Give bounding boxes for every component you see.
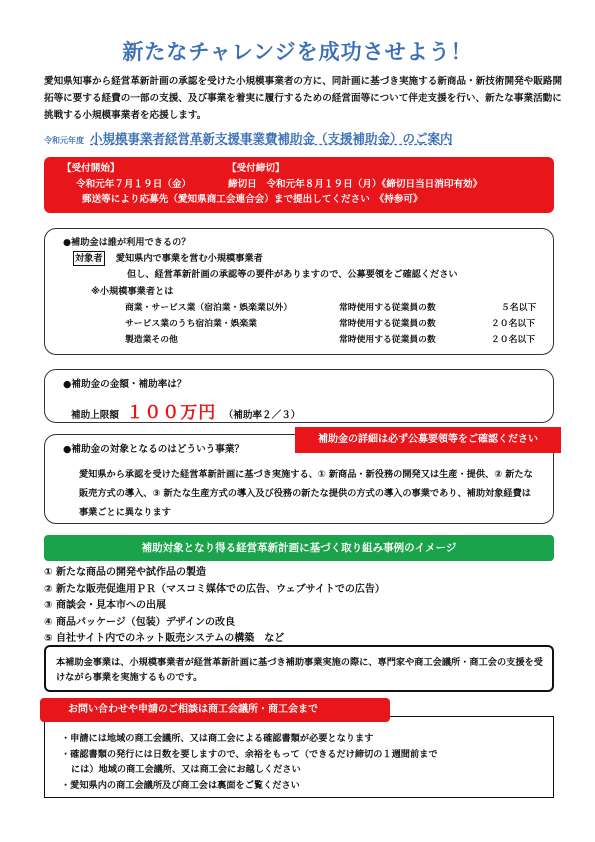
contact-item: ・申請には地域の商工会議所、又は商工会による確認書類が必要となります — [61, 733, 374, 744]
small-business-note: ※小規模事業者とは — [91, 285, 174, 297]
eligibility-panel — [44, 228, 554, 355]
limit-label: 補助上限額 — [71, 410, 119, 421]
subsidy-rate: （補助率２／３） — [223, 410, 301, 421]
limit-cell: ２０名以下 — [491, 334, 535, 345]
list-item: ② 新たな販売促進用ＰＲ（マスコミ媒体での広告、ウェブサイトでの広告） — [44, 583, 385, 595]
table-row — [125, 332, 536, 348]
page-title: 新たなチャレンジを成功させよう！ — [122, 40, 473, 64]
contact-heading: お問い合わせや申請のご相談は商工会議所・商工会まで — [40, 698, 390, 722]
employee-label-cell: 常時使用する従業員の数 — [339, 318, 436, 329]
amount-heading: ●補助金の金額・補助率は？ — [63, 379, 187, 390]
table-row — [125, 316, 536, 332]
list-item: ③ 商談会・見本市への出展 — [44, 600, 166, 611]
limit-cell: ２０名以下 — [491, 318, 535, 329]
amount-panel — [44, 369, 554, 423]
program-name: 小規模事業者経営革新支援事業費補助金（支援補助金）のご案内 — [90, 131, 453, 146]
table-row — [125, 300, 536, 316]
contact-item: ・愛知県内の商工会議所及び商工会は裏面をご覧ください — [61, 779, 300, 791]
list-item: ④ 商品パッケージ（包装）デザインの改良 — [44, 616, 236, 628]
end-date: 締切日 令和元年８月１９日（月）《締切日当日消印有効》 — [228, 178, 483, 190]
intro-paragraph: 愛知県知事から経営革新計画の承認を受けた小規模事業者の方に、同計画に基づき実施する新商品・新技術開発や販路開拓等に要する経費の一部の支援、及び事業を着実に履行するための経営面等について伴走支援を行い、新たな事業活動に挑戦する小規模事業者を応援します。 — [44, 76, 563, 121]
examples-heading: 補助対象となり得る経営革新計画に基づく取り組み事例のイメージ — [44, 535, 554, 561]
start-date: 令和元年７月１９日（金） — [76, 178, 192, 190]
submit-note: 郵送等により応募先（愛知県商工会連合会）まで提出してください 《持参可》 — [82, 194, 423, 205]
program-heading — [44, 128, 564, 147]
program-era: 令和元年度 — [44, 136, 84, 145]
amount-value: １００万円 — [126, 403, 217, 423]
list-item: ① 新たな商品の開発や試作品の製造 — [44, 567, 206, 578]
eligible-text: 愛知県から承認を受けた経営革新計画に基づき実施する、① 新商品・新役務の開発又は生産・提供、② 新たな販売方式の導入、③ 新たな生産方式の導入及び役務の新たな提供の方式の導入の事業であり、補助対象経費は事業ごとに異なります — [79, 469, 533, 518]
employee-label-cell: 常時使用する従業員の数 — [339, 334, 436, 345]
contact-item: には）地域の商工会議所、又は商工会にお越しください — [71, 764, 301, 775]
schedule-box — [44, 157, 554, 213]
program-description: 本補助金事業は、小規模事業者が経営革新計画に基づき補助事業実施の際に、専門家や商工会議所・商工会の支援を受けながら事業を実施するものです。 — [44, 645, 554, 692]
employee-table — [125, 300, 536, 348]
limit-cell: ５名以下 — [501, 302, 537, 313]
industry-cell: 製造業その他 — [125, 334, 178, 345]
who-heading: ●補助金は誰が利用できるの？ — [63, 237, 191, 248]
industry-cell: サービス業のうち宿泊業・娯楽業 — [125, 318, 257, 329]
end-label: 【受付締切】 — [227, 163, 285, 174]
start-label: 【受付開始】 — [62, 163, 120, 174]
guideline-notice: 補助金の詳細は必ず公募要領等をご確認ください — [295, 427, 561, 453]
target-text: 愛知県内で事業を営む小規模事業者 — [115, 253, 263, 265]
examples-list — [44, 565, 554, 648]
eligible-heading: ●補助金の対象となるのはどういう事業？ — [63, 444, 245, 455]
contact-box — [44, 716, 554, 798]
condition-text: 但し、経営革新計画の承認等の要件がありますので、公募要領をご確認ください — [127, 269, 458, 281]
employee-label-cell: 常時使用する従業員の数 — [339, 302, 436, 313]
industry-cell: 商業・サービス業（宿泊業・娯楽業以外） — [125, 302, 293, 313]
list-item: ⑤ 自社サイト内でのネット販売システムの構築 など — [44, 633, 285, 644]
contact-item: ・確認書類の発行には日数を要しますので、余裕をもって（できるだけ締切の１週間前まで — [61, 748, 438, 760]
target-label: 対象者 — [75, 253, 103, 265]
